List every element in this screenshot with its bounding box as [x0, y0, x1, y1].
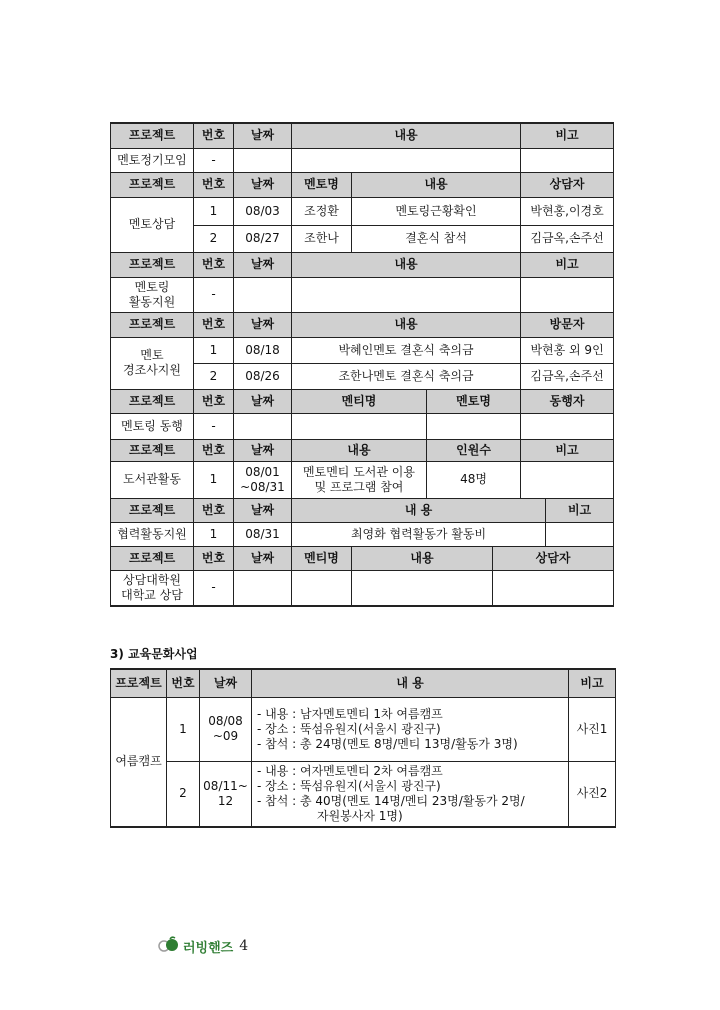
- header-cell: 내용: [352, 546, 493, 570]
- project-cell: 도서관활동: [111, 461, 194, 498]
- header-cell: 비고: [521, 439, 614, 461]
- education-culture-table: [110, 668, 616, 828]
- header-cell: 방문자: [521, 312, 614, 337]
- content-cell: [292, 148, 521, 172]
- number-cell: 1: [194, 337, 234, 363]
- note-cell: [546, 522, 614, 546]
- header-cell: 프로젝트: [111, 546, 194, 570]
- header-cell: 번호: [194, 312, 234, 337]
- header-cell: 상담자: [493, 546, 614, 570]
- number-cell: 1: [167, 697, 200, 761]
- table-header-row: [111, 498, 614, 522]
- header-cell: 내용: [292, 123, 521, 148]
- date-cell: [234, 570, 292, 606]
- table-row: [111, 461, 614, 498]
- header-cell: 프로젝트: [111, 312, 194, 337]
- table-header-row: [111, 312, 614, 337]
- count-cell: 48명: [427, 461, 521, 498]
- header-cell: 내용: [352, 172, 521, 197]
- header-cell: 번호: [194, 172, 234, 197]
- project-cell: 멘토정기모임: [111, 148, 194, 172]
- companion-cell: [521, 413, 614, 439]
- content-cell: - 내용 : 여자멘토멘티 2차 여름캠프 - 장소 : 뚝섬유원지(서울시 광진구) - 참석 : 총 40명(멘토 14명/멘티 23명/활동가 2명/ 자원봉사자 1명): [252, 761, 569, 827]
- counselor-cell: [493, 570, 614, 606]
- content-cell: 결혼식 참석: [352, 225, 521, 252]
- project-cell: 멘토링 활동지원: [111, 277, 194, 312]
- note-cell: 사진2: [569, 761, 616, 827]
- header-cell: 멘토명: [292, 172, 352, 197]
- mentoring-projects-table: [110, 122, 614, 607]
- number-cell: -: [194, 570, 234, 606]
- table-row: [111, 413, 614, 439]
- number-cell: -: [194, 413, 234, 439]
- date-cell: [234, 148, 292, 172]
- content-cell: [292, 277, 521, 312]
- header-cell: 내용: [292, 439, 427, 461]
- project-cell: 멘토링 동행: [111, 413, 194, 439]
- number-cell: 2: [167, 761, 200, 827]
- project-cell: 멘토상담: [111, 197, 194, 252]
- header-cell: 비고: [521, 252, 614, 277]
- date-cell: 08/27: [234, 225, 292, 252]
- header-cell: 번호: [194, 546, 234, 570]
- date-cell: 08/26: [234, 363, 292, 389]
- header-cell: 인원수: [427, 439, 521, 461]
- header-cell: 날짜: [234, 389, 292, 413]
- header-cell: 프로젝트: [111, 172, 194, 197]
- header-cell: 번호: [167, 669, 200, 697]
- number-cell: 1: [194, 522, 234, 546]
- table-header-row: [111, 252, 614, 277]
- date-cell: 08/18: [234, 337, 292, 363]
- hands-leaf-icon: [158, 936, 180, 956]
- header-cell: 프로젝트: [111, 498, 194, 522]
- header-cell: 프로젝트: [111, 389, 194, 413]
- mentee-cell: [292, 570, 352, 606]
- header-cell: 프로젝트: [111, 123, 194, 148]
- number-cell: 2: [194, 363, 234, 389]
- date-cell: [234, 413, 292, 439]
- date-cell: [234, 277, 292, 312]
- number-cell: 1: [194, 197, 234, 225]
- header-cell: 번호: [194, 439, 234, 461]
- header-cell: 날짜: [234, 123, 292, 148]
- note-cell: [521, 461, 614, 498]
- note-cell: [521, 277, 614, 312]
- content-cell: 멘토멘티 도서관 이용 및 프로그램 참여: [292, 461, 427, 498]
- table-header-row: [111, 669, 616, 697]
- header-cell: 번호: [194, 389, 234, 413]
- table-row: [111, 197, 614, 225]
- header-cell: 내용: [292, 252, 521, 277]
- date-cell: 08/08 ~09: [200, 697, 252, 761]
- logo-text: 러빙핸즈: [183, 940, 234, 956]
- content-cell: 박혜인멘토 결혼식 축의금: [292, 337, 521, 363]
- header-cell: 멘토명: [427, 389, 521, 413]
- header-cell: 날짜: [200, 669, 252, 697]
- header-cell: 내 용: [252, 669, 569, 697]
- number-cell: -: [194, 277, 234, 312]
- header-cell: 내 용: [292, 498, 546, 522]
- mentor-cell: 조한나: [292, 225, 352, 252]
- header-cell: 날짜: [234, 439, 292, 461]
- content-cell: [352, 570, 493, 606]
- note-cell: [521, 148, 614, 172]
- page-footer: [158, 936, 248, 956]
- table-header-row: [111, 546, 614, 570]
- table-row: [111, 570, 614, 606]
- mentor-cell: 조정환: [292, 197, 352, 225]
- date-cell: 08/03: [234, 197, 292, 225]
- header-cell: 내용: [292, 312, 521, 337]
- header-cell: 날짜: [234, 546, 292, 570]
- mentee-cell: [292, 413, 427, 439]
- header-cell: 날짜: [234, 172, 292, 197]
- content-cell: 조한나멘토 결혼식 축의금: [292, 363, 521, 389]
- table-row: [111, 337, 614, 363]
- number-cell: -: [194, 148, 234, 172]
- header-cell: 프로젝트: [111, 252, 194, 277]
- page-number: 4: [239, 938, 249, 954]
- content-cell: 멘토링근황확인: [352, 197, 521, 225]
- visitor-cell: 김금옥,손주선: [521, 363, 614, 389]
- header-cell: 멘티명: [292, 546, 352, 570]
- project-cell: 상담대학원 대학교 상담: [111, 570, 194, 606]
- header-cell: 날짜: [234, 312, 292, 337]
- header-cell: 번호: [194, 252, 234, 277]
- table-row: [111, 522, 614, 546]
- header-cell: 프로젝트: [111, 669, 167, 697]
- table-header-row: [111, 123, 614, 148]
- table-row: [111, 697, 616, 761]
- table-row: [111, 761, 616, 827]
- project-cell: 협력활동지원: [111, 522, 194, 546]
- header-cell: 날짜: [234, 252, 292, 277]
- content-cell: 최영화 협력활동가 활동비: [292, 522, 546, 546]
- number-cell: 1: [194, 461, 234, 498]
- header-cell: 번호: [194, 498, 234, 522]
- number-cell: 2: [194, 225, 234, 252]
- table-header-row: [111, 172, 614, 197]
- header-cell: 비고: [521, 123, 614, 148]
- table-row: [111, 148, 614, 172]
- table-header-row: [111, 439, 614, 461]
- counselor-cell: 김금옥,손주선: [521, 225, 614, 252]
- table-header-row: [111, 389, 614, 413]
- header-cell: 번호: [194, 123, 234, 148]
- header-cell: 프로젝트: [111, 439, 194, 461]
- counselor-cell: 박현홍,이경호: [521, 197, 614, 225]
- header-cell: 날짜: [234, 498, 292, 522]
- header-cell: 멘티명: [292, 389, 427, 413]
- project-cell: 여름캠프: [111, 697, 167, 827]
- table-row: [111, 277, 614, 312]
- header-cell: 비고: [569, 669, 616, 697]
- visitor-cell: 박현홍 외 9인: [521, 337, 614, 363]
- header-cell: 비고: [546, 498, 614, 522]
- mentor-cell: [427, 413, 521, 439]
- date-cell: 08/31: [234, 522, 292, 546]
- date-cell: 08/11~ 12: [200, 761, 252, 827]
- section-title: 3) 교육문화사업: [110, 647, 198, 661]
- content-cell: - 내용 : 남자멘토멘티 1차 여름캠프 - 장소 : 뚝섬유원지(서울시 광진구) - 참석 : 총 24명(멘토 8명/멘티 13명/활동가 3명): [252, 697, 569, 761]
- note-cell: 사진1: [569, 697, 616, 761]
- project-cell: 멘토 경조사지원: [111, 337, 194, 389]
- header-cell: 상담자: [521, 172, 614, 197]
- date-cell: 08/01 ~08/31: [234, 461, 292, 498]
- header-cell: 동행자: [521, 389, 614, 413]
